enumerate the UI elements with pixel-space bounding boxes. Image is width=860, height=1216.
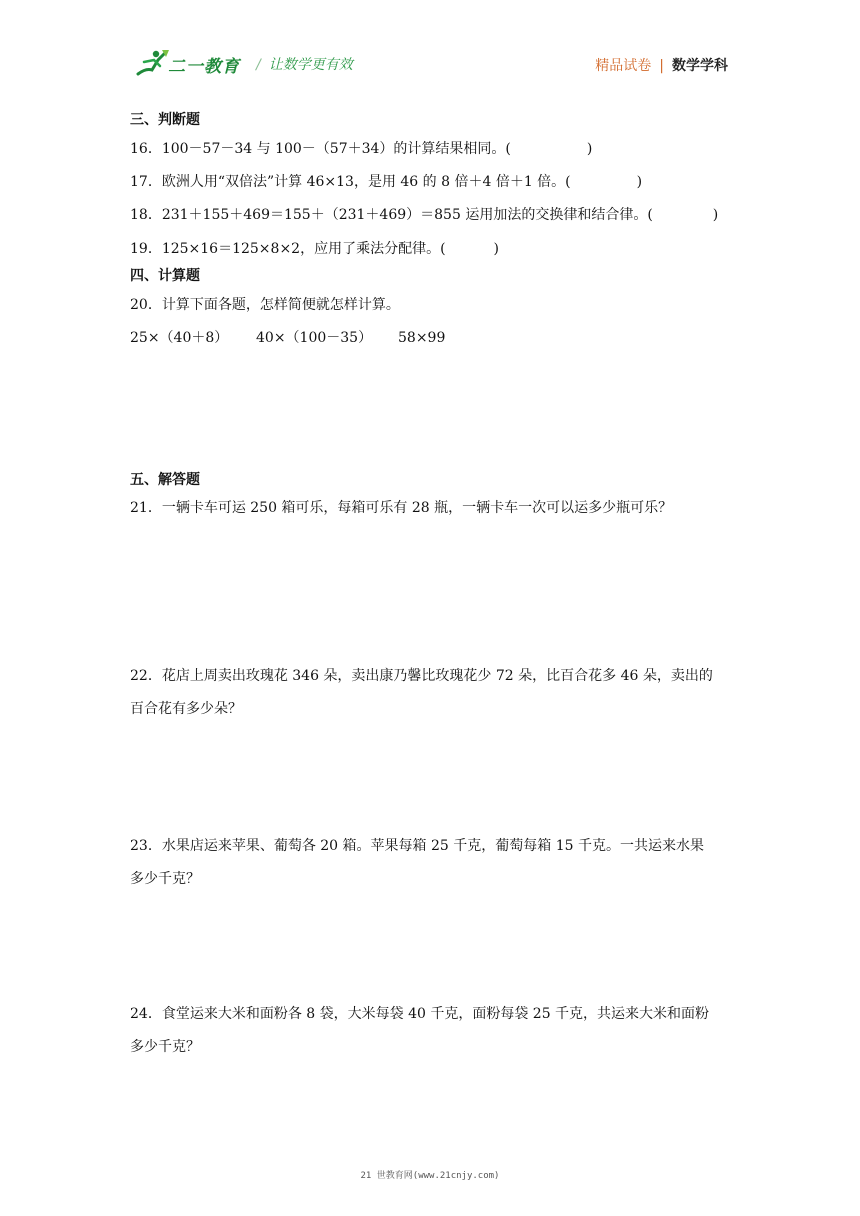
page-header bbox=[0, 0, 860, 100]
question-19-text: 19．125×16＝125×8×2，应用了乘法分配律。( bbox=[130, 241, 446, 257]
question-17 bbox=[130, 171, 642, 191]
calc-item-1: 25×（40＋8） bbox=[130, 330, 229, 346]
question-18-text: 18．231＋155＋469＝155＋（231＋469）＝855 运用加法的交换律和结合律。( bbox=[130, 207, 653, 223]
logo bbox=[136, 48, 242, 78]
question-16-text: 16．100－57－34 与 100－（57＋34）的计算结果相同。( bbox=[130, 141, 511, 157]
section-title-calc: 四、计算题 bbox=[130, 268, 200, 284]
section-title-judge: 三、判断题 bbox=[130, 112, 200, 128]
question-24-line-1: 24．食堂运来大米和面粉各 8 袋，大米每袋 40 千克，面粉每袋 25 千克，共运来大米和面粉 bbox=[130, 1006, 710, 1022]
question-18 bbox=[130, 204, 718, 224]
header-tags: 精品试卷 | 数学学科 bbox=[595, 58, 728, 74]
question-22-line-2: 百合花有多少朵？ bbox=[130, 701, 242, 717]
slogan-text: 让数学更有效 bbox=[268, 57, 353, 73]
question-23-line-2: 多少千克？ bbox=[130, 871, 200, 887]
slogan: / 让数学更有效 bbox=[256, 57, 353, 73]
calc-item-3: 58×99 bbox=[398, 330, 446, 346]
calc-item-2: 40×（100－35） bbox=[256, 330, 373, 346]
question-23-line-1: 23．水果店运来苹果、葡萄各 20 箱。苹果每箱 25 千克，葡萄每箱 15 千克。一共运来水果 bbox=[130, 838, 704, 854]
question-22-line-1: 22．花店上周卖出玫瑰花 346 朵，卖出康乃馨比玫瑰花少 72 朵，比百合花多 46 朵，卖出的 bbox=[130, 668, 713, 684]
logo-text: 二一教育 bbox=[168, 57, 240, 77]
page-footer: 21 世教育网(www.21cnjy.com) bbox=[360, 1171, 500, 1181]
answer-paren: ) bbox=[493, 241, 500, 257]
runner-logo-icon bbox=[136, 48, 170, 78]
section-title-answer: 五、解答题 bbox=[130, 472, 200, 488]
question-21: 21．一辆卡车可运 250 箱可乐，每箱可乐有 28 瓶，一辆卡车一次可以运多少瓶可乐？ bbox=[130, 500, 673, 516]
answer-paren: ) bbox=[586, 141, 593, 157]
calc-row bbox=[130, 327, 445, 347]
question-20: 20．计算下面各题，怎样简便就怎样计算。 bbox=[130, 297, 400, 313]
question-17-text: 17．欧洲人用“双倍法”计算 46×13，是用 46 的 8 倍＋4 倍＋1 倍。( bbox=[130, 174, 571, 190]
tag-subject: 数学学科 bbox=[672, 58, 728, 74]
tag-premium: 精品试卷 bbox=[595, 58, 652, 74]
question-16 bbox=[130, 138, 592, 158]
question-24-line-2: 多少千克？ bbox=[130, 1039, 200, 1055]
answer-paren: ) bbox=[636, 174, 643, 190]
question-19 bbox=[130, 238, 499, 258]
answer-paren: ) bbox=[712, 207, 719, 223]
